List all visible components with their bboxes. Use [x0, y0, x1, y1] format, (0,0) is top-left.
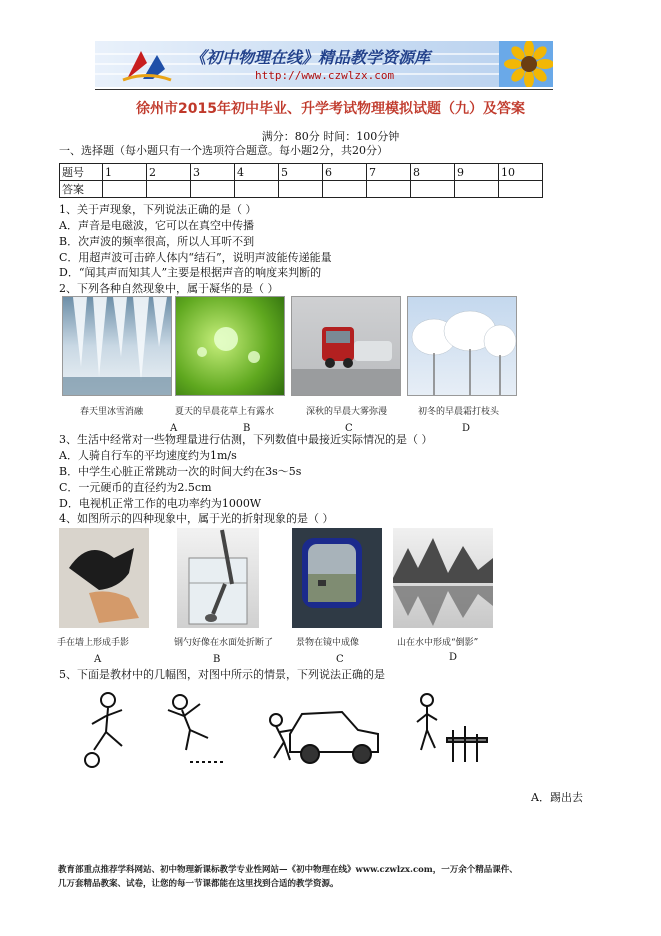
- q2-letter-b: B: [243, 423, 251, 434]
- q2-image-b: [175, 296, 285, 396]
- header-banner: [95, 41, 553, 87]
- banner-url: http://www.czwlzx.com: [255, 69, 395, 82]
- q4-image-a: [59, 528, 149, 628]
- q1-option-b: B．次声波的频率很高，所以人耳听不到: [59, 235, 255, 248]
- answer-cell[interactable]: [499, 181, 543, 198]
- q2-caption-c: 深秋的早晨大雾弥漫: [306, 407, 388, 417]
- table-cell: 2: [147, 164, 191, 181]
- q4-caption-b: 钢勺好像在水面处折断了: [174, 638, 274, 648]
- q3-option-c: C．一元硬币的直径约为2.5cm: [59, 481, 212, 494]
- q5-figure-kick: [78, 690, 148, 770]
- answer-cell[interactable]: [103, 181, 147, 198]
- q4-letter-a: A: [94, 654, 102, 665]
- table-header-cell: 题号: [60, 164, 103, 181]
- table-cell: 9: [455, 164, 499, 181]
- answer-cell[interactable]: [367, 181, 411, 198]
- q2-letter-c: C: [345, 423, 353, 434]
- table-cell: 3: [191, 164, 235, 181]
- q1-option-c: C．用超声波可击碎人体内“结石”，说明声波能传递能量: [59, 251, 332, 264]
- q4-letter-b: B: [213, 654, 221, 665]
- page-title: 徐州市2015年初中毕业、升学考试物理模拟试题（九）及答案: [136, 101, 525, 117]
- table-cell: 8: [411, 164, 455, 181]
- q2-caption-a: 春天里冰雪消融: [80, 407, 144, 417]
- q2-caption-d: 初冬的早晨霜打枝头: [418, 407, 500, 417]
- q5-figure-weights: [413, 690, 493, 772]
- q4-caption-c: 景物在镜中成像: [296, 638, 360, 648]
- header-rule: [95, 89, 553, 90]
- score-time: 满分：80分 时间：100分钟: [261, 130, 400, 143]
- q3-option-d: D．电视机正常工作的电功率约为1000W: [59, 497, 262, 510]
- table-cell: 7: [367, 164, 411, 181]
- answer-cell[interactable]: [323, 181, 367, 198]
- q2-image-a: [62, 296, 172, 396]
- q3-stem: 3、生活中经常对一些物理量进行估测，下列数值中最接近实际情况的是（ ）: [59, 433, 433, 446]
- q5-stem: 5、下面是教材中的几幅图，对图中所示的情景，下列说法正确的是: [59, 668, 385, 681]
- table-cell: 4: [235, 164, 279, 181]
- q2-caption-b: 夏天的早晨花草上有露水: [175, 407, 275, 417]
- q4-image-d: [393, 528, 493, 628]
- table-cell: 1: [103, 164, 147, 181]
- answer-cell[interactable]: [235, 181, 279, 198]
- footer-line-1: 教育部重点推荐学科网站、初中物理新课标教学专业性网站—《初中物理在线》www.czwlzx.com，一万余个精品课件、: [58, 865, 518, 875]
- footer-line-2: 几万套精品教案、试卷，让您的每一节课都能在这里找到合适的教学资源。: [58, 879, 339, 889]
- q4-letter-c: C: [336, 654, 344, 665]
- q5-option-a: A．踢出去: [531, 791, 583, 804]
- section-heading: 一、选择题（每小题只有一个选项符合题意。每小题2分，共20分）: [59, 144, 388, 157]
- answer-cell[interactable]: [279, 181, 323, 198]
- table-row: [60, 164, 543, 181]
- q2-letter-a: A: [170, 423, 178, 434]
- answer-cell[interactable]: [147, 181, 191, 198]
- q5-figure-push-car: [262, 694, 382, 766]
- q4-image-c: [292, 528, 382, 628]
- banner-title: 《初中物理在线》精品教学资源库: [190, 48, 431, 67]
- table-row: [60, 181, 543, 198]
- answer-cell[interactable]: [411, 181, 455, 198]
- q4-caption-a: 手在墙上形成手影: [57, 638, 130, 648]
- table-cell: 5: [279, 164, 323, 181]
- q1-option-a: A．声音是电磁波，它可以在真空中传播: [59, 219, 254, 232]
- q1-stem: 1、关于声现象，下列说法正确的是（ ）: [59, 203, 257, 216]
- q4-image-b: [177, 528, 259, 628]
- q5-figure-jump: [150, 690, 230, 772]
- q2-image-d: [407, 296, 517, 396]
- table-cell: 6: [323, 164, 367, 181]
- q1-option-d: D．“闻其声而知其人”主要是根据声音的响度来判断的: [59, 266, 322, 279]
- answer-cell[interactable]: [191, 181, 235, 198]
- answer-cell[interactable]: [455, 181, 499, 198]
- q2-letter-d: D: [462, 423, 471, 434]
- q3-option-b: B．中学生心脏正常跳动一次的时间大约在3s～5s: [59, 465, 302, 478]
- q2-stem: 2、下列各种自然现象中，属于凝华的是（ ）: [59, 282, 279, 295]
- sunflower-icon: [499, 41, 553, 87]
- q2-image-c: [291, 296, 401, 396]
- q3-option-a: A．人骑自行车的平均速度约为1m/s: [59, 449, 237, 462]
- table-header-cell: 答案: [60, 181, 103, 198]
- q4-caption-d: 山在水中形成“倒影”: [397, 638, 479, 648]
- q4-stem: 4、如图所示的四种现象中，属于光的折射现象的是（ ）: [59, 512, 334, 525]
- q4-letter-d: D: [449, 652, 458, 663]
- answer-table: [59, 163, 543, 198]
- table-cell: 10: [499, 164, 543, 181]
- site-logo-icon: [117, 45, 177, 83]
